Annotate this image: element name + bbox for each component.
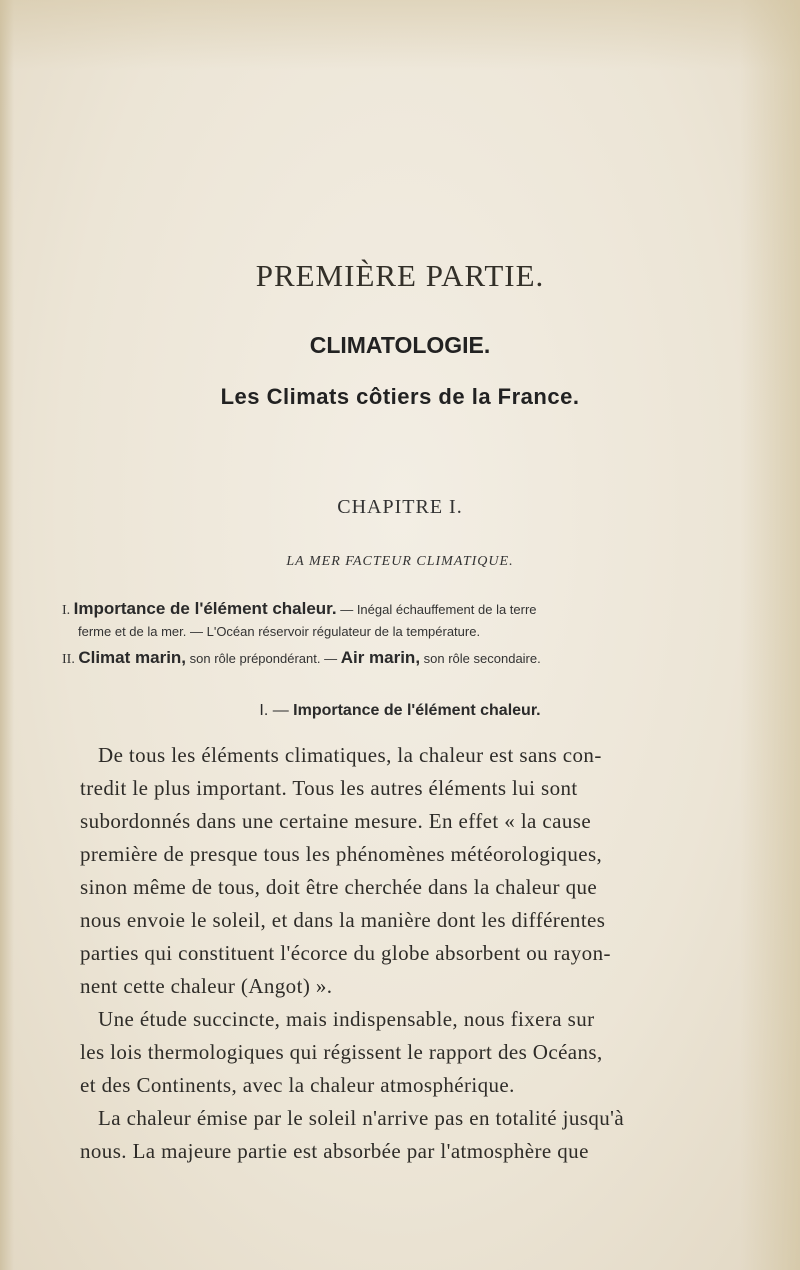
- body-line-12: La chaleur émise par le soleil n'arrive pas en totalité jusqu'à: [98, 1106, 625, 1130]
- section-dash: —: [268, 702, 294, 719]
- page-edge-shadow-left: [0, 0, 14, 1270]
- section-number: I.: [259, 702, 269, 719]
- part-title: PREMIÈRE PARTIE.: [255, 258, 545, 293]
- body-line-10: les lois thermologiques qui régissent le rapport des Océans,: [80, 1040, 603, 1064]
- book-title: Les Climats côtiers de la France.: [220, 384, 580, 409]
- body-line-4: première de presque tous les phénomènes météorologiques,: [80, 842, 603, 866]
- section-heading: [0, 702, 800, 720]
- summary-item-1-continuation: ferme et de la mer. — L'Océan réservoir régulateur de la température.: [78, 624, 481, 639]
- body-line-7: parties qui constituent l'écorce du globe absorbent ou rayon-: [80, 941, 611, 965]
- summary-item-2-heading: Climat marin,: [78, 648, 187, 667]
- summary-item-2-heading-2: Air marin,: [340, 648, 421, 667]
- page-edge-shadow-top: [0, 0, 800, 70]
- subject-heading: CLIMATOLOGIE.: [309, 332, 491, 358]
- body-line-2: tredit le plus important. Tous les autres éléments lui sont: [80, 776, 578, 800]
- page-edge-shadow-right: [740, 0, 800, 1270]
- summary-item-2-text-2: son rôle secondaire.: [420, 651, 541, 666]
- body-line-8: nent cette chaleur (Angot) ».: [80, 974, 333, 998]
- body-line-3: subordonnés dans une certaine mesure. En effet « la cause: [80, 809, 592, 833]
- summary-item-1-line-2: [78, 624, 480, 641]
- summary-item-1-heading: Importance de l'élément chaleur.: [73, 599, 337, 618]
- summary-item-1-text: — Inégal échauffement de la terre: [336, 602, 537, 617]
- summary-item-1-number: I.: [62, 603, 71, 618]
- summary-item-2-number: II.: [62, 652, 75, 667]
- chapter-label: CHAPITRE I.: [337, 496, 463, 518]
- body-line-11: et des Continents, avec la chaleur atmosphérique.: [80, 1073, 515, 1097]
- body-line-5: sinon même de tous, doit être cherchée dans la chaleur que: [80, 875, 598, 899]
- body-line-13: nous. La majeure partie est absorbée par l'atmosphère que: [80, 1139, 589, 1163]
- body-line-6: nous envoie le soleil, et dans la manière dont les différentes: [80, 908, 606, 932]
- summary-item-2: [62, 648, 541, 668]
- body-line-1: De tous les éléments climatiques, la chaleur est sans con-: [98, 743, 602, 767]
- body-line-9: Une étude succincte, mais indispensable, nous fixera sur: [98, 1007, 595, 1031]
- section-title: Importance de l'élément chaleur.: [293, 702, 541, 719]
- summary-item-1-line-1: [62, 599, 537, 619]
- summary-item-2-text: son rôle prépondérant. —: [186, 651, 341, 666]
- chapter-subtitle: LA MER FACTEUR CLIMATIQUE.: [286, 554, 514, 569]
